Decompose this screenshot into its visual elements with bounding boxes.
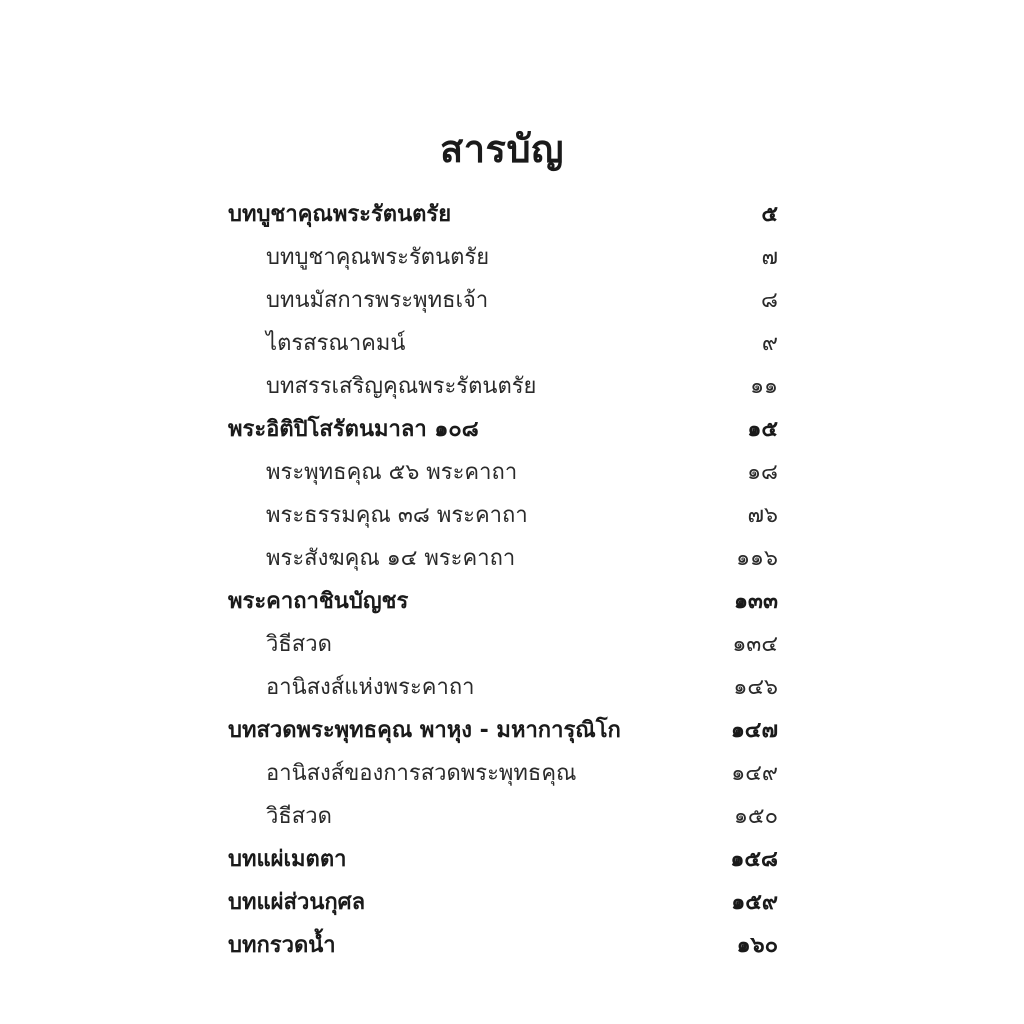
- toc-entry-title: พระพุทธคุณ ๕๖ พระคาถา: [266, 460, 518, 485]
- toc-entry-title: พระคาถาชินบัญชร: [228, 589, 409, 614]
- toc-section-entry: [228, 192, 778, 235]
- toc-subsection-entry: [228, 321, 778, 364]
- toc-entry-page-number: ๑๕๙: [731, 890, 778, 915]
- toc-entry-title: พระสังฆคุณ ๑๔ พระคาถา: [266, 546, 516, 571]
- toc-section-entry: [228, 880, 778, 923]
- toc-subsection-entry: [228, 450, 778, 493]
- toc-entry-page-number: ๑๘: [747, 460, 778, 485]
- toc-subsection-entry: [228, 235, 778, 278]
- toc-entry-title: บทนมัสการพระพุทธเจ้า: [266, 288, 489, 313]
- toc-entry-page-number: ๕: [761, 202, 778, 227]
- toc-entry-title: พระอิติปิโสรัตนมาลา ๑๐๘: [228, 417, 479, 442]
- toc-entry-title: บทแผ่ส่วนกุศล: [228, 890, 366, 915]
- toc-entry-title: อานิสงส์ของการสวดพระพุทธคุณ: [266, 761, 577, 786]
- toc-entry-title: บทสรรเสริญคุณพระรัตนตรัย: [266, 374, 537, 399]
- toc-section-entry: [228, 708, 778, 751]
- toc-subsection-entry: [228, 751, 778, 794]
- page-title: สารบัญ: [440, 127, 564, 171]
- toc-entry-page-number: ๑๑๖: [736, 546, 778, 571]
- toc-section-entry: [228, 923, 778, 966]
- toc-entry-title: บทแผ่เมตตา: [228, 847, 347, 872]
- toc-section-entry: [228, 407, 778, 450]
- toc-entry-page-number: ๗: [761, 245, 778, 270]
- toc-subsection-entry: [228, 665, 778, 708]
- toc-entry-title: วิธีสวด: [266, 804, 332, 829]
- toc-entry-title: วิธีสวด: [266, 632, 332, 657]
- toc-entry-page-number: ๑๖๐: [736, 933, 778, 958]
- toc-entry-page-number: ๑๔๗: [730, 718, 778, 743]
- toc-entry-page-number: ๑๕๐: [733, 804, 778, 829]
- toc-entry-title: บทกรวดน้ำ: [228, 933, 336, 958]
- toc-entry-page-number: ๑๔๙: [731, 761, 778, 786]
- toc-subsection-entry: [228, 794, 778, 837]
- toc-entry-page-number: ๑๔๖: [733, 675, 778, 700]
- toc-subsection-entry: [228, 622, 778, 665]
- toc-entry-title: บทสวดพระพุทธคุณ พาหุง - มหาการุณิโก: [228, 718, 621, 743]
- toc-subsection-entry: [228, 493, 778, 536]
- toc-entry-title: บทบูชาคุณพระรัตนตรัย: [266, 245, 490, 270]
- toc-entry-page-number: ๑๓๓: [733, 589, 778, 614]
- toc-entry-page-number: ๙: [761, 331, 778, 356]
- toc-section-entry: [228, 837, 778, 880]
- toc-entry-page-number: ๘: [761, 288, 778, 313]
- toc-subsection-entry: [228, 536, 778, 579]
- toc-section-entry: [228, 579, 778, 622]
- toc-entry-title: อานิสงส์แห่งพระคาถา: [266, 675, 475, 700]
- toc-subsection-entry: [228, 278, 778, 321]
- toc-entry-page-number: ๗๖: [747, 503, 778, 528]
- toc-entry-title: พระธรรมคุณ ๓๘ พระคาถา: [266, 503, 528, 528]
- table-of-contents: [228, 192, 778, 966]
- toc-subsection-entry: [228, 364, 778, 407]
- toc-entry-title: บทบูชาคุณพระรัตนตรัย: [228, 202, 452, 227]
- toc-entry-title: ไตรสรณาคมน์: [266, 331, 406, 356]
- toc-entry-page-number: ๑๕๘: [730, 847, 778, 872]
- toc-entry-page-number: ๑๕: [747, 417, 778, 442]
- toc-entry-page-number: ๑๑: [750, 374, 778, 399]
- toc-entry-page-number: ๑๓๔: [732, 632, 778, 657]
